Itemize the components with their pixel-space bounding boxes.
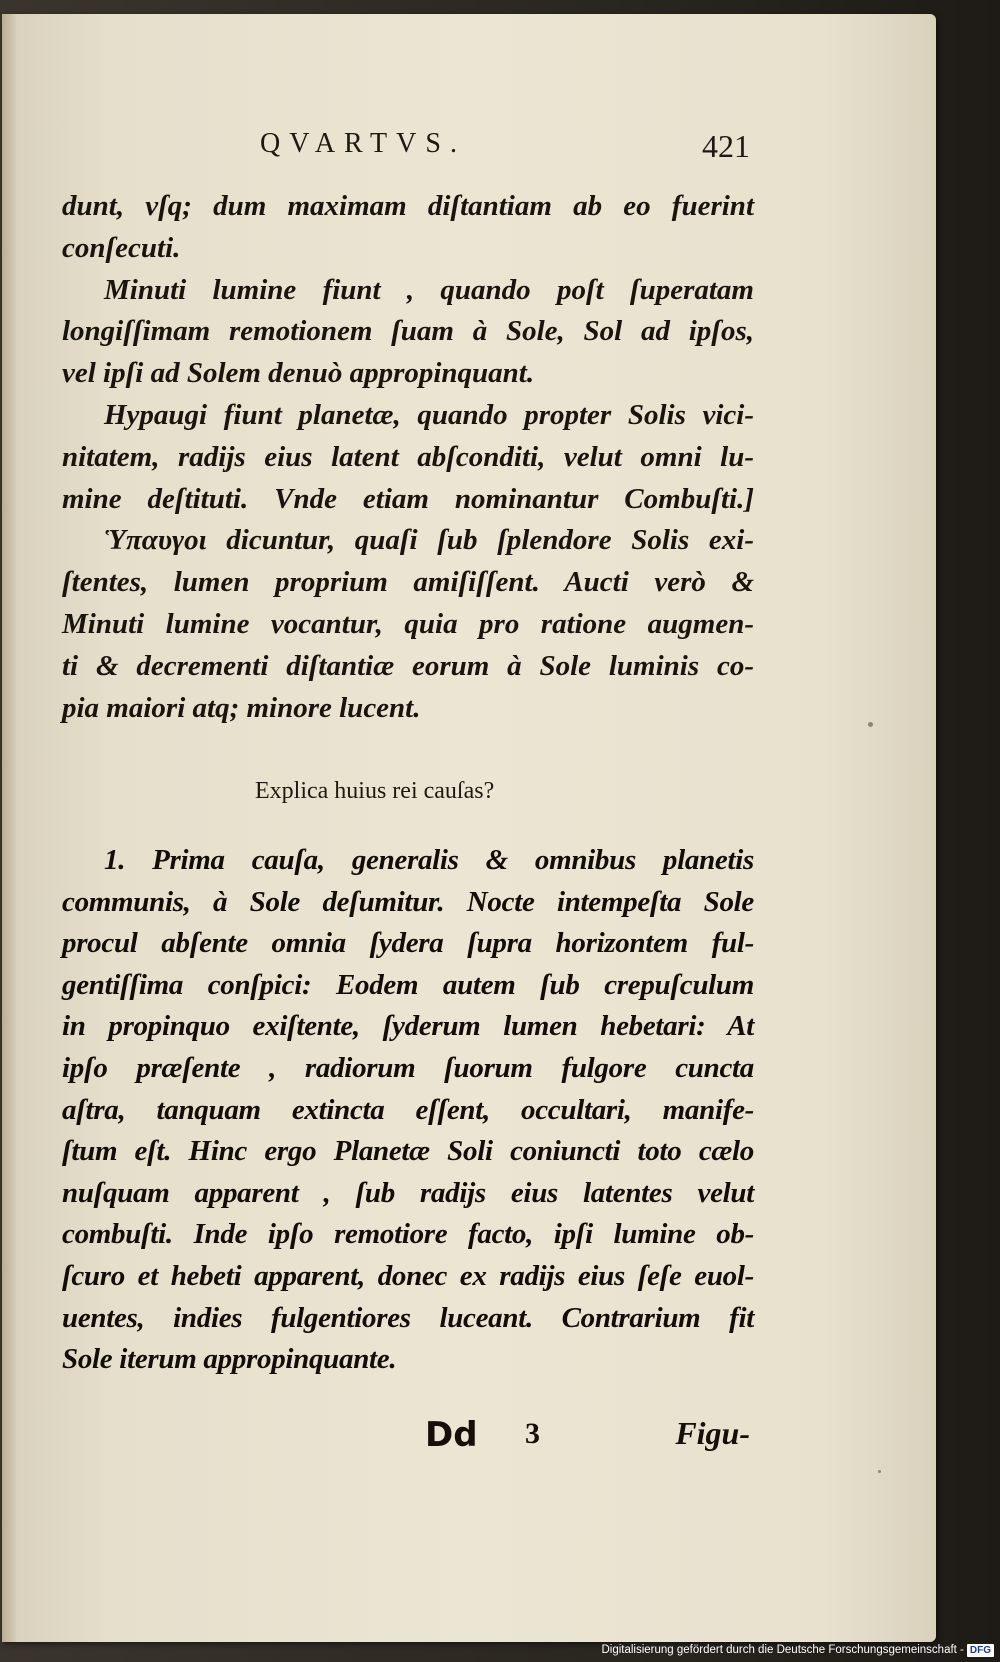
signature-number: 3 [525, 1417, 540, 1450]
text-line: longiſſimam remotionem ſuam à Sole, Sol ad ipſos, [62, 315, 754, 348]
dfg-logo: DFG [967, 1644, 994, 1657]
text-line: vel ipſi ad Solem denuò appropinquant. [62, 357, 535, 390]
body-text [62, 186, 754, 729]
text-line: aſtra, tanquam extincta eſſent, occultari, manife- [62, 1093, 754, 1126]
text-line: Sole iterum appropinquante. [62, 1343, 397, 1376]
text-line: Ὑπαυγοι dicuntur, quaſi ſub ſplendore Solis exi- [104, 524, 754, 557]
text-line: uentes, indies fulgentiores luceant. Contrarium fit [62, 1301, 754, 1334]
text-line: ſtentes, lumen proprium amiſiſſent. Aucti verò & [62, 566, 754, 599]
credit-text: Digitalisierung gefördert durch die Deutsche Forschungsgemeinschaft - [601, 1644, 964, 1656]
page-footer [60, 1415, 750, 1459]
text-line: ſcuro et hebeti apparent, donec ex radijs eius ſeſe euol- [62, 1259, 754, 1292]
paragraph [62, 270, 754, 395]
text-line: mine deſtituti. Vnde etiam nominantur Combuſti.] [62, 482, 754, 515]
text-line: communis, à Sole deſumitur. Nocte intempeſta Sole [62, 885, 754, 918]
running-head: QVARTVS. [260, 128, 466, 159]
text-line: ſtum eſt. Hinc ergo Planetæ Soli coniuncti toto cælo [62, 1135, 754, 1168]
signature-mark: Dd [425, 1415, 478, 1455]
text-line: Minuti lumine vocantur, quia pro ratione augmen- [62, 607, 754, 640]
text-line: gentiſſima conſpici: Eodem autem ſub crepuſculum [62, 968, 754, 1001]
page-edge [2, 14, 16, 1642]
text-line: ti & decrementi diſtantiæ eorum à Sole luminis co- [62, 649, 754, 682]
paper-speck [868, 722, 873, 727]
paragraph [62, 395, 754, 520]
text-line: pia maiori atq; minore lucent. [62, 691, 421, 724]
answer-text [62, 840, 754, 1381]
paragraph [62, 186, 754, 270]
text-line: conſecuti. [62, 231, 181, 264]
catchword: Figu- [675, 1415, 750, 1451]
digitization-credit [601, 1642, 994, 1658]
text-line: nitatem, radijs eius latent abſconditi, velut omni lu- [62, 440, 754, 473]
page-header [60, 128, 750, 168]
question-heading: Explica huius rei cauſas? [255, 778, 495, 804]
text-line: dunt, vſq; dum maximam diſtantiam ab eo fuerint [62, 190, 754, 222]
text-line: Hypaugi fiunt planetæ, quando propter Solis vici- [104, 398, 754, 431]
text-line: procul abſente omnia ſydera ſupra horizontem ful- [62, 927, 754, 960]
text-line: in propinquo exiſtente, ſyderum lumen hebetari: At [62, 1010, 754, 1043]
paper-speck [878, 1470, 881, 1473]
text-line: ipſo præſente , radiorum ſuorum fulgore cuncta [62, 1051, 754, 1084]
text-line: combuſti. Inde ipſo remotiore facto, ipſi lumine ob- [62, 1218, 754, 1251]
paragraph [62, 520, 754, 729]
text-line: 1. Prima cauſa, generalis & omnibus planetis [104, 844, 754, 876]
text-line: Minuti lumine fiunt , quando poſt ſuperatam [104, 273, 754, 306]
page-number: 421 [702, 128, 750, 164]
text-line: nuſquam apparent , ſub radijs eius latentes velut [62, 1176, 754, 1209]
